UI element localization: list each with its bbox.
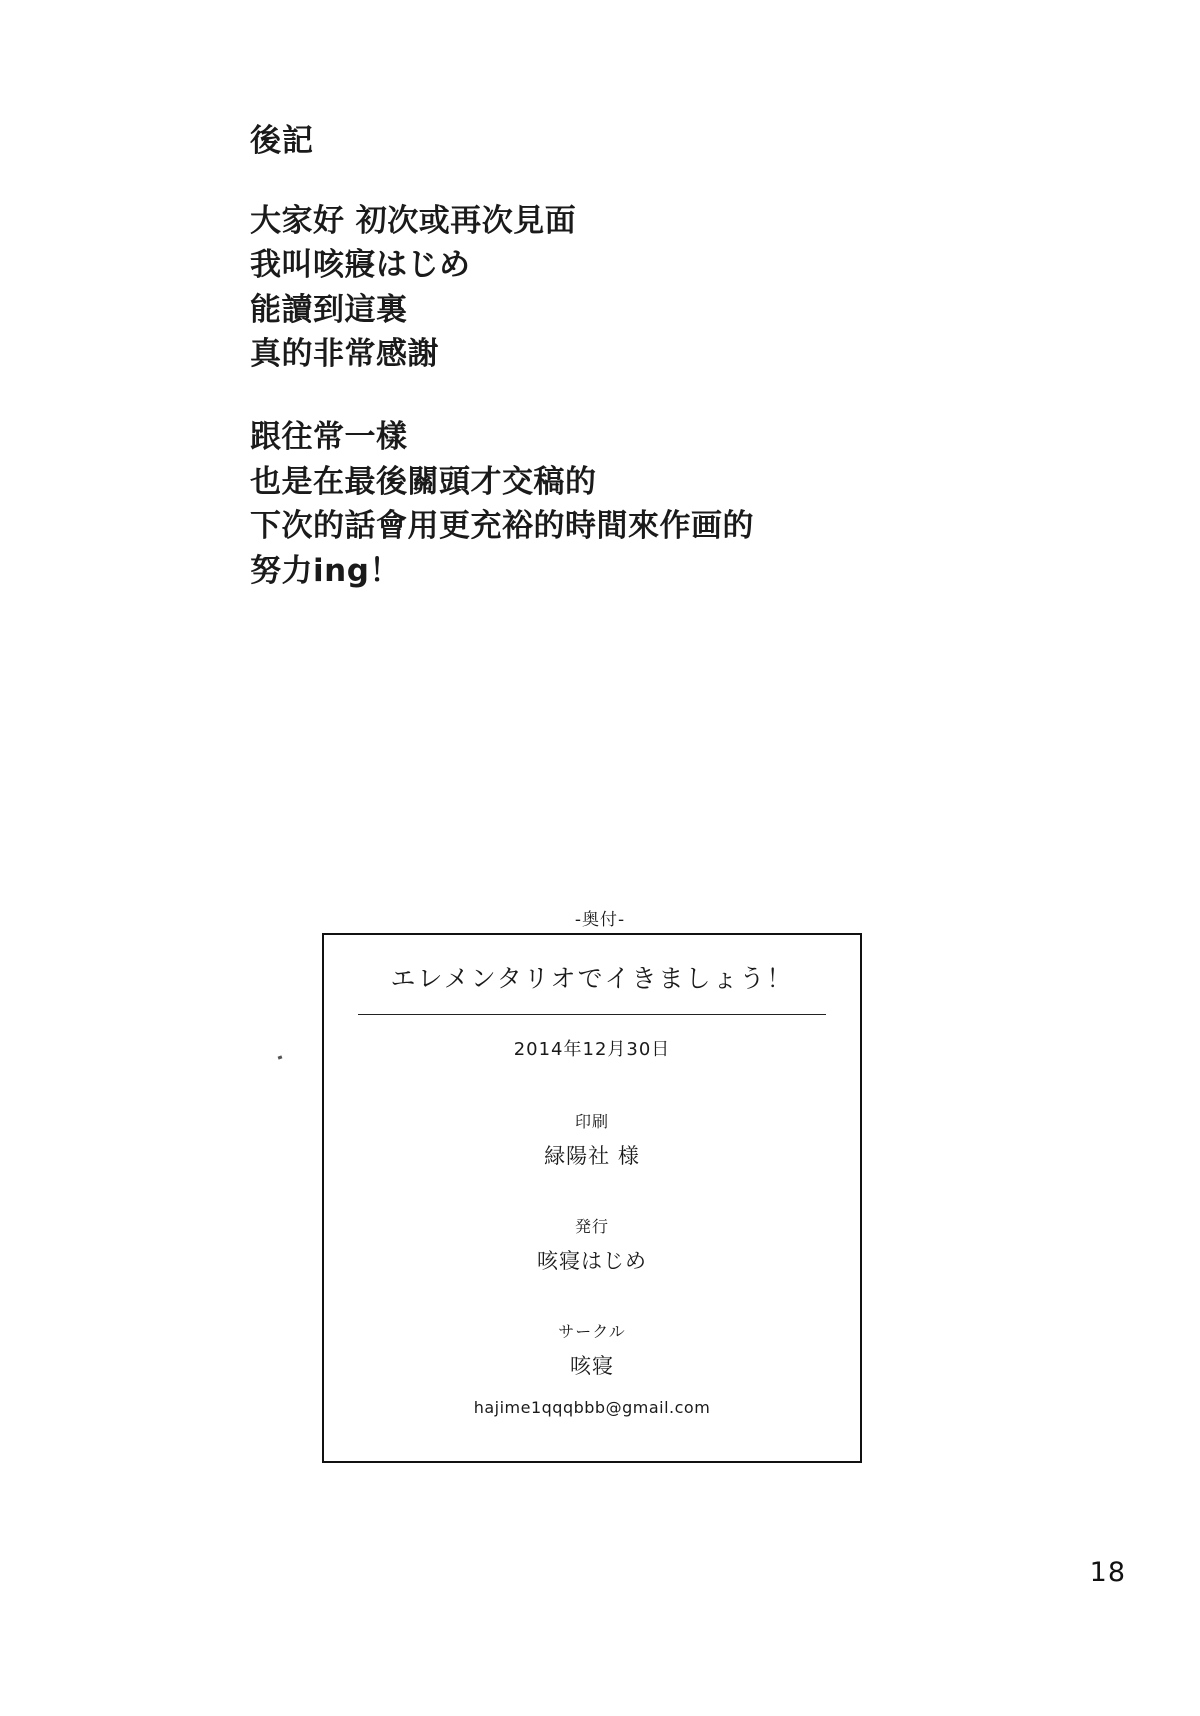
colophon-title: エレメンタリオでイきましょう！ [390, 964, 794, 993]
field-value: 緑陽社 様 [544, 1143, 640, 1168]
afterword-section [250, 118, 1030, 632]
colophon-email: hajime1qqqbbb@gmail.com [473, 1397, 711, 1417]
afterword-title: 後記 [250, 123, 314, 159]
field-label: サークル [558, 1321, 626, 1341]
afterword-line: 真的非常感謝 [250, 336, 439, 373]
colophon-field-circle [358, 1319, 826, 1380]
page-number: 18 [1089, 1557, 1126, 1588]
afterword-line: 能讀到這裏 [250, 291, 408, 328]
field-label: 印刷 [574, 1111, 609, 1131]
field-label: 発行 [574, 1216, 609, 1236]
field-value: 咳寝 [570, 1353, 614, 1378]
afterword-line: 大家好 初次或再次見面 [250, 202, 577, 239]
afterword-paragraph-1 [250, 199, 1030, 378]
colophon-field-publisher [358, 1214, 826, 1275]
afterword-line: 我叫咳寢はじめ [250, 247, 471, 284]
afterword-paragraph-2 [250, 415, 1030, 594]
colophon-date: 2014年12月30日 [513, 1038, 671, 1060]
stray-ink-mark [278, 1055, 283, 1059]
afterword-line: 也是在最後關頭才交稿的 [250, 463, 597, 500]
divider [358, 1014, 826, 1015]
colophon-label: -奥付- [574, 910, 626, 930]
afterword-line: 努力ing！ [250, 552, 401, 589]
field-value: 咳寝はじめ [537, 1248, 647, 1273]
colophon-box [322, 933, 862, 1463]
afterword-line: 下次的話會用更充裕的時間來作画的 [250, 508, 754, 545]
afterword-line: 跟往常一樣 [250, 419, 408, 455]
colophon-field-printer [358, 1109, 826, 1170]
